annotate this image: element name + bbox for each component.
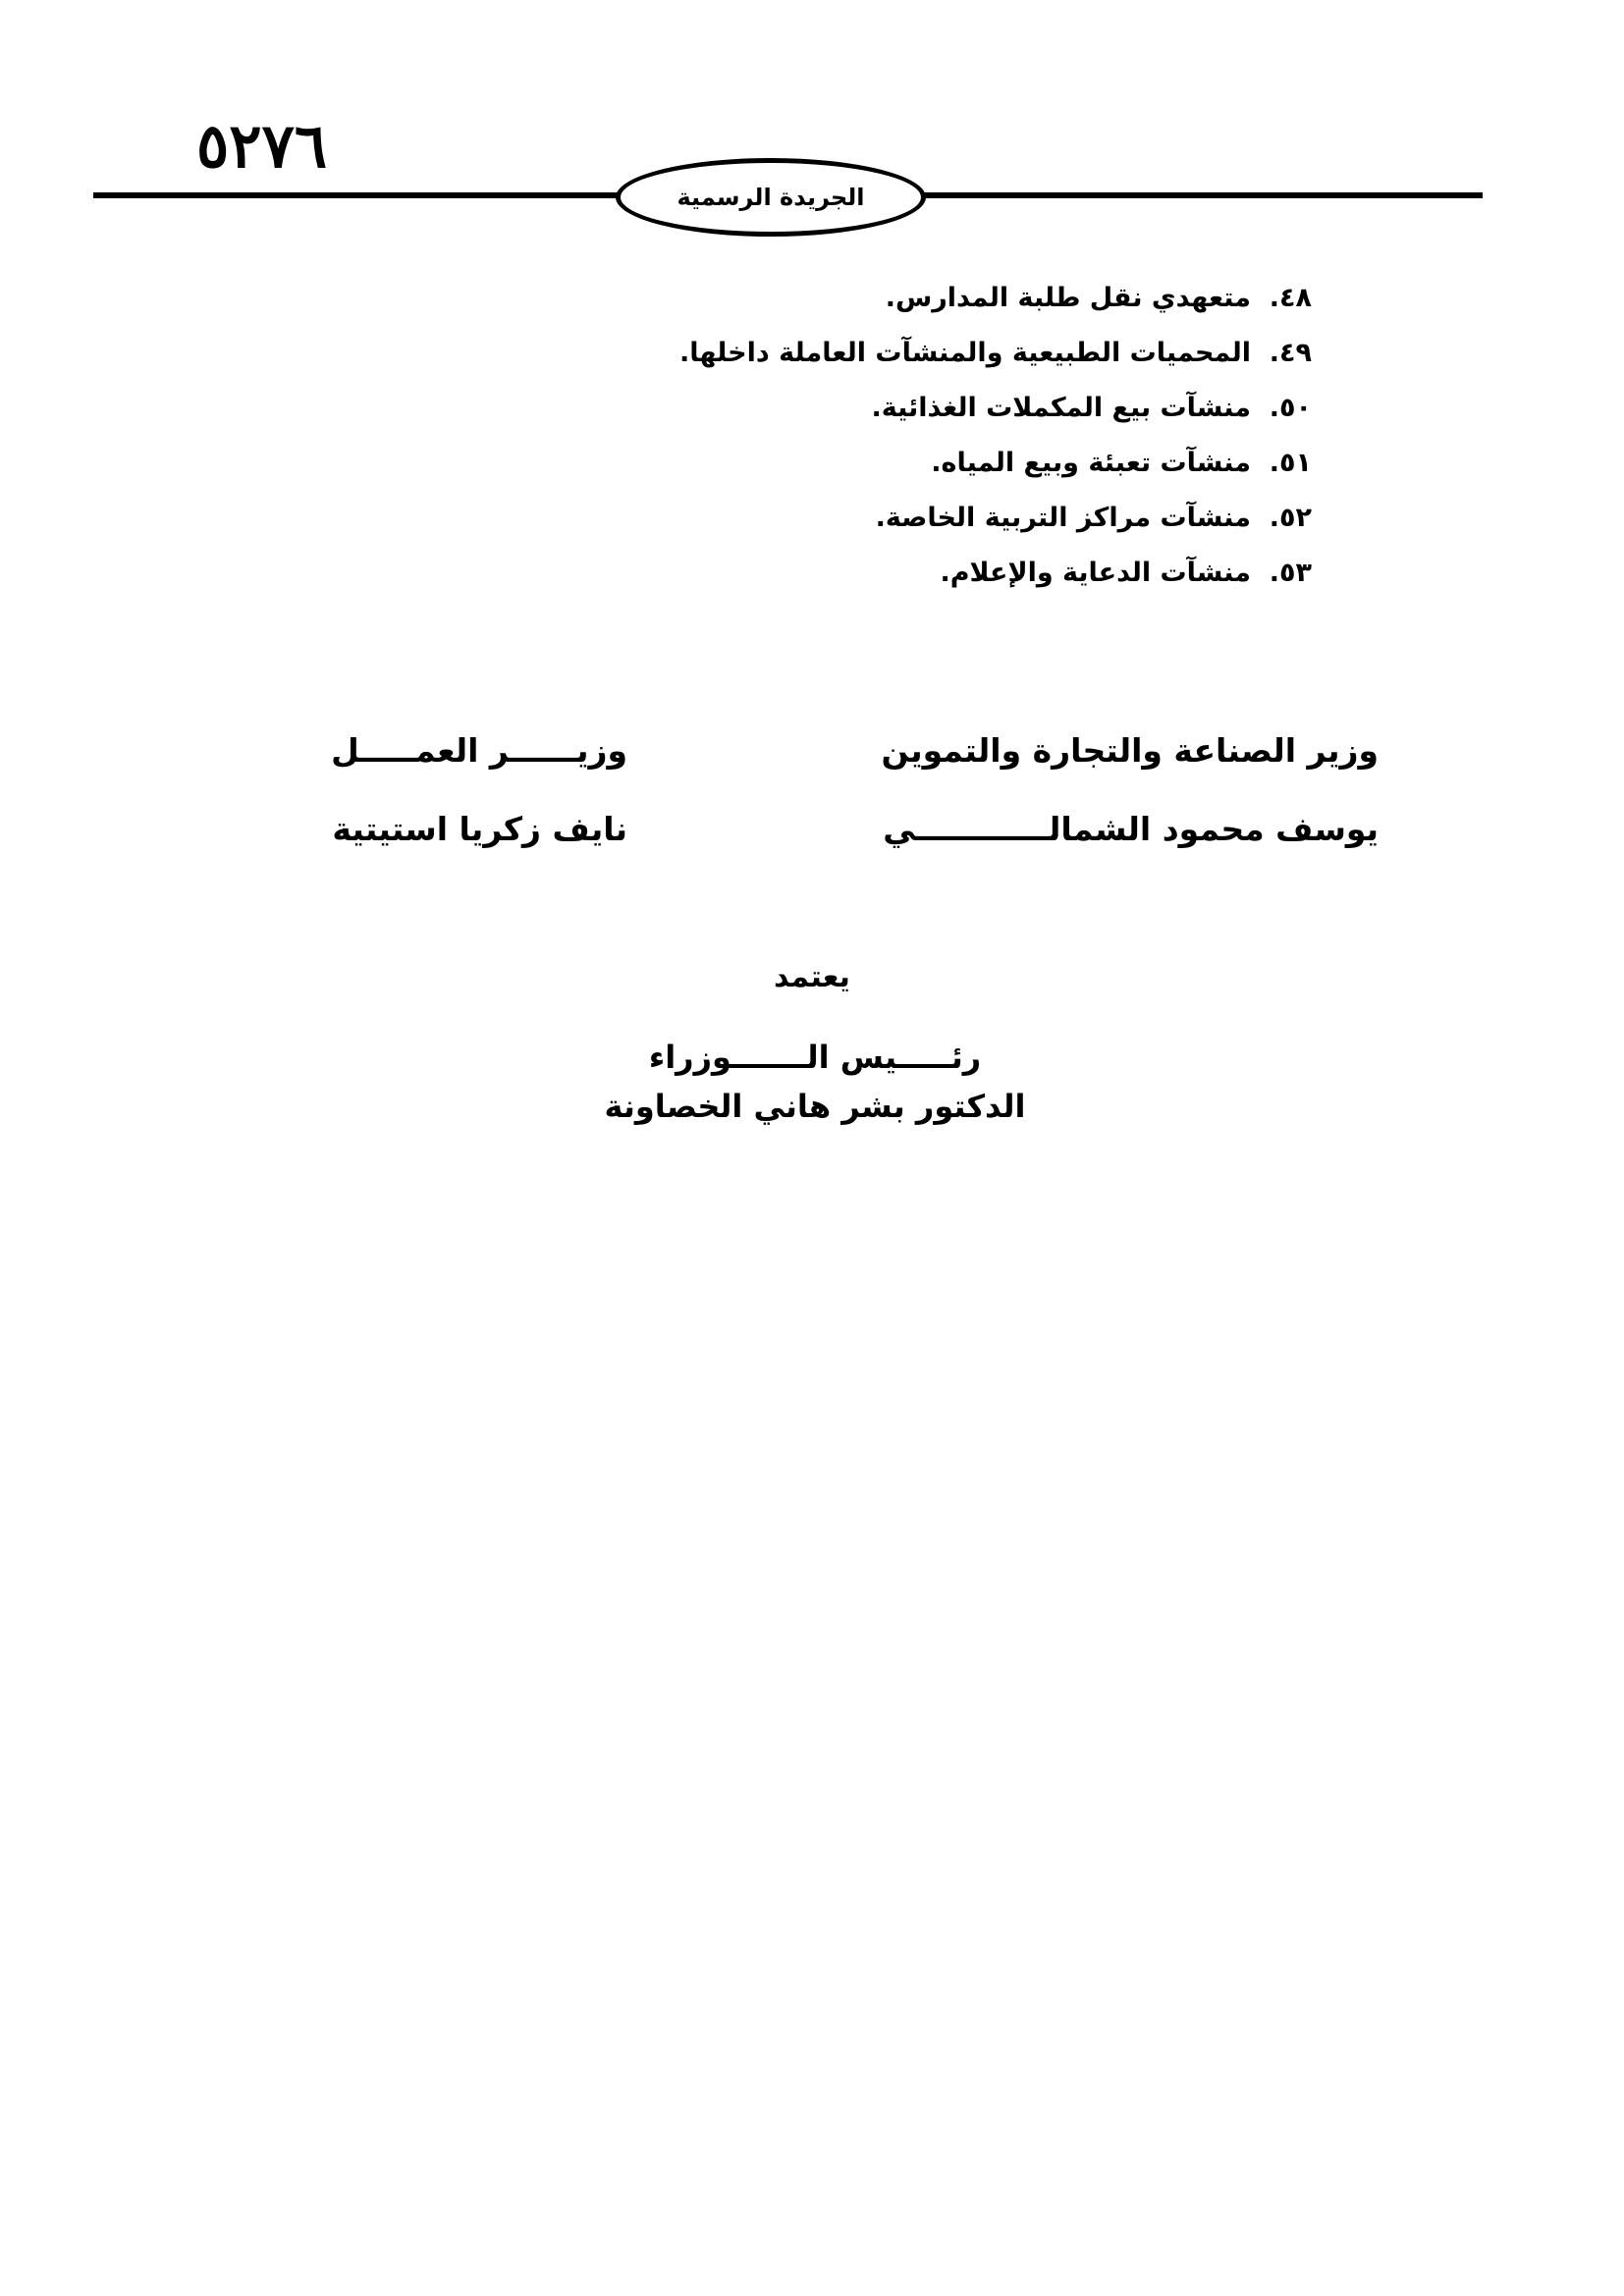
item-text: منشآت تعبئة وبيع المياه.	[931, 448, 1251, 478]
page-number: ٥٢٧٦	[196, 110, 328, 182]
item-number: ٤٨.	[1269, 283, 1312, 313]
item-number: ٥١.	[1269, 448, 1312, 478]
list-item	[679, 546, 1312, 601]
approval-heading: يعتمد	[774, 960, 850, 994]
item-text: منشآت بيع المكملات الغذائية.	[871, 393, 1251, 423]
item-text: منشآت الدعاية والإعلام.	[940, 558, 1251, 588]
item-text: متعهدي نقل طلبة المدارس.	[885, 283, 1251, 313]
item-number: ٤٩.	[1269, 338, 1312, 368]
gazette-title-badge	[616, 158, 926, 237]
list-item	[679, 436, 1312, 491]
signatory-name: يوسف محمود الشمالــــــــــــي	[883, 810, 1379, 848]
item-number: ٥٢.	[1269, 503, 1312, 533]
item-number: ٥٣.	[1269, 558, 1312, 588]
signatory-title: وزير الصناعة والتجارة والتموين	[881, 731, 1379, 770]
item-list	[679, 271, 1312, 601]
header-rule-right	[923, 192, 1483, 198]
gazette-title: الجريدة الرسمية	[677, 184, 865, 211]
prime-minister-title: رئـــــيس الـــــــوزراء	[648, 1039, 982, 1076]
header-rule-left	[93, 192, 623, 198]
list-item	[679, 271, 1312, 326]
item-number: ٥٠.	[1269, 393, 1312, 423]
signatory-title: وزيــــــر العمـــــل	[331, 731, 627, 770]
list-item	[679, 491, 1312, 546]
signature-labour-minister	[331, 712, 627, 869]
list-item	[679, 326, 1312, 381]
signatory-name: نايف زكريا استيتية	[332, 810, 627, 848]
signature-industry-minister	[882, 712, 1379, 869]
item-text: منشآت مراكز التربية الخاصة.	[875, 503, 1251, 533]
prime-minister-name: الدكتور بشر هاني الخصاونة	[604, 1088, 1026, 1125]
list-item	[679, 381, 1312, 436]
item-text: المحميات الطبيعية والمنشآت العاملة داخلها.	[678, 338, 1251, 368]
